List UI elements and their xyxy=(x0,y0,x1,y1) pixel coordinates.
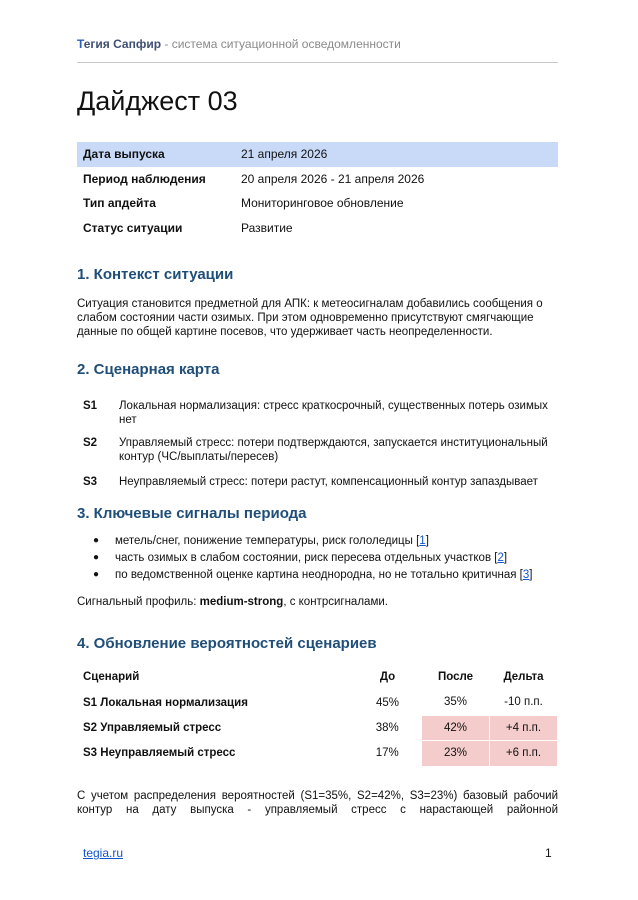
after-cell-highlighted: 23% xyxy=(422,741,490,767)
reference-link-2[interactable]: 2 xyxy=(497,551,504,564)
reference-link-1[interactable]: 1 xyxy=(419,534,426,547)
scenario-item xyxy=(83,399,553,427)
meta-value: 21 апреля 2026 xyxy=(235,142,558,167)
before-cell: 45% xyxy=(375,696,400,709)
delta-cell: -10 п.п. xyxy=(504,696,543,709)
footer-link[interactable]: tegia.ru xyxy=(83,846,124,860)
section-4-heading: 4. Обновление вероятностей сценариев xyxy=(77,635,377,652)
meta-value: Развитие xyxy=(241,220,293,235)
page-number: 1 xyxy=(545,846,552,860)
meta-row xyxy=(77,167,558,192)
delta-cell-highlighted: +4 п.п. xyxy=(490,715,558,741)
scenario-item xyxy=(83,436,553,464)
column-header-scenario: Сценарий xyxy=(83,671,140,683)
probability-table xyxy=(77,664,558,767)
meta-value: 20 апреля 2026 - 21 апреля 2026 xyxy=(241,171,425,186)
meta-row xyxy=(77,191,558,216)
delta-cell-highlighted: +6 п.п. xyxy=(490,741,558,767)
scenario-id: S3 xyxy=(83,476,98,488)
column-header-before: До xyxy=(379,671,396,683)
metadata-table xyxy=(77,142,558,240)
table-row xyxy=(77,715,558,741)
meta-key: Тип апдейта xyxy=(83,196,156,211)
reference-link-3[interactable]: 3 xyxy=(522,568,530,581)
column-header-after: После xyxy=(437,671,474,683)
scenario-name-cell: S3 Неуправляемый стресс xyxy=(83,747,236,760)
after-cell-highlighted: 42% xyxy=(422,715,490,741)
scenario-text: Управляемый стресс: потери подтверждаются, запускается институциональный контур (ЧС/выплаты/пересев) xyxy=(119,437,548,463)
scenario-name-cell: S2 Управляемый стресс xyxy=(83,721,222,734)
context-paragraph: Ситуация становится предметной для АПК: к метеосигналам добавились сообщения о слабом состоянии части озимых. При этом одновременно присутствуют смягчающие данные по общей картине посевов, что удерживает часть неопределенности. xyxy=(77,298,543,338)
scenario-id: S1 xyxy=(83,400,98,412)
signals-list xyxy=(93,532,558,583)
summary-paragraph: С учетом распределения вероятностей (S1=35%, S2=42%, S3=23%) базовый рабочий контур на дату выпуска - управляемый стресс с нарастающей районной xyxy=(77,790,558,816)
scenario-text: Неуправляемый стресс: потери растут, компенсационный контур запаздывает xyxy=(119,476,538,488)
brand-tagline: - система ситуационной осведомленности xyxy=(161,37,401,51)
bullet-icon: ● xyxy=(93,552,100,563)
scenario-item xyxy=(83,475,553,489)
section-1-heading: 1. Контекст ситуации xyxy=(77,266,234,283)
meta-key: Период наблюдения xyxy=(83,171,206,186)
scenario-id: S2 xyxy=(83,437,98,449)
signal-profile: Сигнальный профиль: medium-strong, с контрсигналами. xyxy=(77,596,388,608)
running-header xyxy=(77,37,558,51)
table-header-row xyxy=(77,664,558,690)
bullet-icon: ● xyxy=(93,569,100,580)
header-divider xyxy=(77,62,558,63)
scenario-text: Локальная нормализация: стресс краткосрочный, существенных потерь озимых нет xyxy=(119,400,548,426)
page-title: Дайджест 03 xyxy=(77,86,238,116)
after-cell: 35% xyxy=(443,696,468,709)
table-row xyxy=(77,690,558,715)
list-item: ● часть озимых в слабом состоянии, риск пересева отдельных участков [2] xyxy=(93,551,508,564)
table-row xyxy=(77,741,558,767)
list-item: ● по ведомственной оценке картина неоднородна, но не тотально критичная [3] xyxy=(93,568,533,581)
bullet-icon: ● xyxy=(93,535,100,546)
section-3-heading: 3. Ключевые сигналы периода xyxy=(77,505,307,522)
list-item: ● метель/снег, понижение температуры, риск гололедицы [1] xyxy=(93,534,429,547)
before-cell: 38% xyxy=(375,721,399,734)
meta-row xyxy=(77,142,558,167)
column-header-delta: Дельта xyxy=(503,671,544,683)
scenario-name-cell: S1 Локальная нормализация xyxy=(83,696,248,709)
section-2-heading: 2. Сценарная карта xyxy=(77,361,220,378)
before-cell: 17% xyxy=(375,747,399,760)
meta-key: Статус ситуации xyxy=(83,220,183,235)
brand-name: Тегия Сапфир xyxy=(77,37,162,51)
meta-row xyxy=(77,216,558,241)
meta-value: Мониторинговое обновление xyxy=(241,196,404,211)
meta-key: Дата выпуска xyxy=(77,142,235,167)
